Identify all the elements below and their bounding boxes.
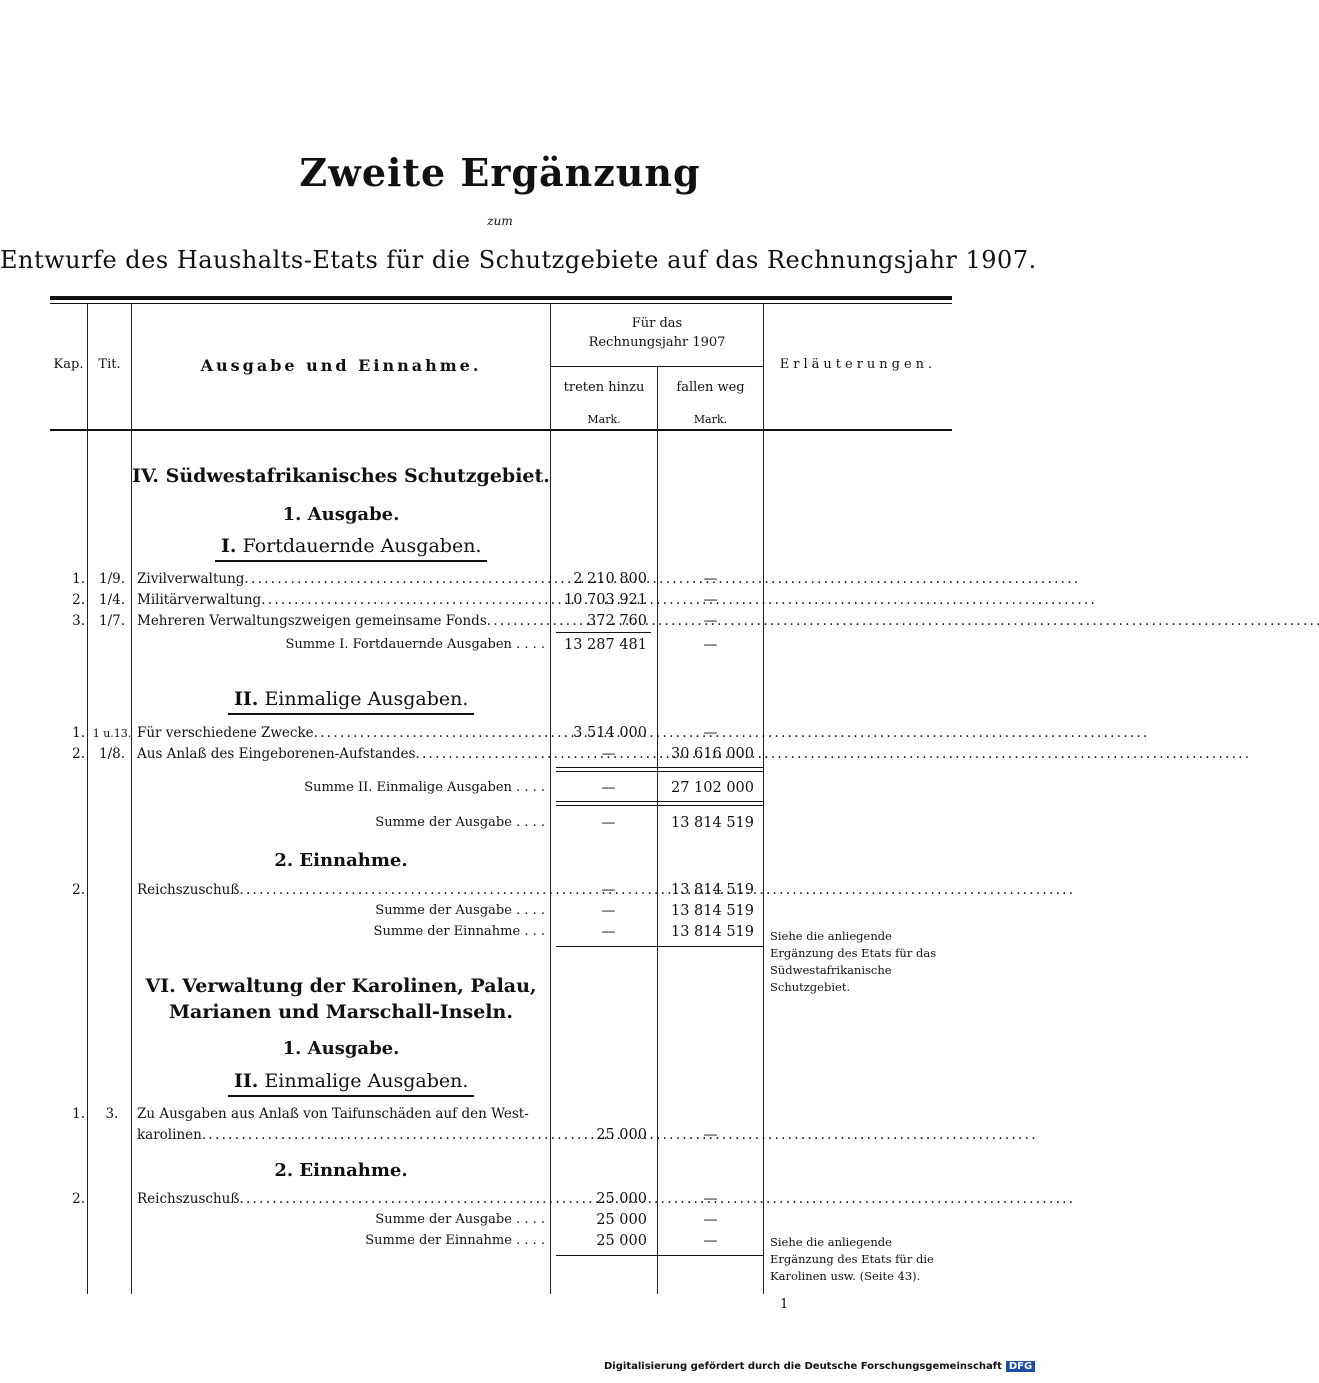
table-row [50, 882, 763, 902]
amount-hinzu: 25 000 [596, 1212, 647, 1228]
amount-weg: 13 814 519 [670, 924, 754, 940]
section-iv-note: Siehe die anliegende Ergänzung des Etats für das Südwestafrikanische Schutzgebiet. [770, 929, 937, 994]
section-vi-einnahme-heading: 2. Einnahme. [274, 1160, 408, 1181]
section-iv-ausgabe-heading: 1. Ausgabe. [282, 504, 400, 525]
amount-hinzu: 25 000 [596, 1233, 647, 1249]
double-rule [556, 767, 763, 772]
sum-rule [556, 632, 651, 633]
tit-cell: 1/8. [98, 746, 126, 762]
amount-hinzu: 3 514 000 [573, 725, 647, 741]
kap-cell: 1. [72, 725, 85, 741]
sum-row [50, 924, 763, 944]
item-label-line2: karolinen . . . [137, 1127, 545, 1143]
tit-cell: 1/4. [98, 592, 126, 608]
section-vi-ausgabe-heading: 1. Ausgabe. [282, 1038, 400, 1059]
amount-weg: — [703, 1127, 718, 1143]
header-tit: Tit. [98, 357, 121, 372]
header-fuer-das: Für das [631, 316, 683, 331]
dfg-logo-icon: DFG [1006, 1361, 1035, 1372]
amount-weg: 13 814 519 [670, 882, 754, 898]
tit-cell: 1/9. [98, 571, 126, 587]
tit-cell: 1/7. [98, 613, 126, 629]
header-rechnungsjahr: Rechnungsjahr 1907 [588, 335, 726, 350]
einm-numeral: II. [234, 1070, 259, 1092]
amount-weg: — [703, 1233, 718, 1249]
amount-hinzu: — [601, 924, 616, 940]
sum-row [50, 1233, 763, 1253]
item-label: Militärverwaltung . . . [137, 592, 545, 608]
amount-weg: 13 814 519 [670, 815, 754, 831]
table-row [50, 1191, 763, 1211]
tit-cell: 1 u.13. [92, 727, 132, 740]
amount-hinzu: — [601, 903, 616, 919]
section-iv-heading: IV. Südwestafrikanisches Schutzgebiet. [132, 465, 550, 487]
section-vi-heading-line1: VI. Verwaltung der Karolinen, Palau, [145, 975, 537, 997]
einm-label: Einmalige Ausgaben. [264, 1070, 469, 1092]
item-label: Für verschiedene Zwecke . . . [137, 725, 545, 741]
sum-label: Summe der Ausgabe . . . . [375, 903, 545, 918]
sum-label: Summe der Ausgabe . . . . [375, 815, 545, 830]
tit-cell: 3. [105, 1106, 119, 1122]
amount-weg: — [703, 571, 718, 587]
amount-hinzu: — [601, 815, 616, 831]
header-fallen-weg: fallen weg [676, 380, 745, 395]
sum-row [50, 815, 763, 835]
header-mark-hinzu: Mark. [587, 413, 621, 426]
section-vi-note: Siehe die anliegende Ergänzung des Etats für die Karolinen usw. (Seite 43). [770, 1235, 934, 1283]
item-label: Zivilverwaltung . . . [137, 571, 545, 587]
table-row [50, 746, 763, 766]
amount-hinzu: 13 287 481 [563, 637, 647, 653]
amount-weg: 27 102 000 [670, 780, 754, 796]
amount-hinzu: 25 000 [596, 1191, 647, 1207]
amount-weg: 30 616 000 [670, 746, 754, 762]
header-bottom-rule [50, 429, 952, 431]
amount-weg: — [703, 1212, 718, 1228]
table-row [50, 725, 763, 745]
table-row [50, 1106, 763, 1148]
footer-text: Digitalisierung gefördert durch die Deutsche Forschungsgemeinschaft [604, 1361, 1002, 1372]
fort-numeral: I. [221, 535, 237, 557]
amount-hinzu: 25 000 [596, 1127, 647, 1143]
section-vi-heading-line2: Marianen und Marschall-Inseln. [169, 1001, 513, 1023]
amount-hinzu: 2 210 800 [573, 571, 647, 587]
item-label: Reichszuschuß . . . [137, 1191, 545, 1207]
kap-cell: 1. [72, 571, 85, 587]
sum-rule [556, 946, 763, 947]
item-label-line1: Zu Ausgaben aus Anlaß von Taifunschäden auf den West- [137, 1106, 529, 1122]
amount-weg: 13 814 519 [670, 903, 754, 919]
amount-hinzu: 10 703 921 [563, 592, 647, 608]
sum-label: Summe II. Einmalige Ausgaben . . . . [304, 780, 545, 795]
section-iv-fort-heading [215, 535, 487, 557]
einm-numeral: II. [234, 688, 259, 710]
header-kap: Kap. [53, 357, 84, 372]
amount-hinzu: — [601, 780, 616, 796]
kap-cell: 2. [72, 882, 85, 898]
header-treten-hinzu: treten hinzu [563, 380, 645, 395]
sum-rule [556, 1255, 763, 1256]
item-label: Aus Anlaß des Eingeborenen-Aufstandes . . . [137, 746, 545, 762]
footer-credit [604, 1361, 1035, 1372]
header-subrule [551, 366, 763, 367]
kap-cell: 2. [72, 746, 85, 762]
table-row [50, 571, 763, 591]
section-iv-einm-heading [228, 688, 474, 710]
sum-row [50, 637, 763, 657]
table-top-rule [50, 296, 952, 300]
fort-label: Fortdauernde Ausgaben. [242, 535, 482, 557]
page-number: 1 [780, 1297, 789, 1312]
einm-label: Einmalige Ausgaben. [264, 688, 469, 710]
sum-label: Summe der Einnahme . . . . [365, 1233, 545, 1248]
kap-cell: 2. [72, 592, 85, 608]
amount-hinzu: 372 760 [587, 613, 647, 629]
section-iv-einnahme-heading: 2. Einnahme. [274, 850, 408, 871]
kap-cell: 3. [72, 613, 85, 629]
item-label: Mehreren Verwaltungszweigen gemeinsame Fonds . . . [137, 613, 545, 629]
kap-cell: 1. [72, 1106, 85, 1122]
header-ausgabe-einnahme: Ausgabe und Einnahme. [200, 356, 482, 375]
sum-label: Summe der Ausgabe . . . . [375, 1212, 545, 1227]
amount-weg: — [703, 592, 718, 608]
amount-hinzu: — [601, 882, 616, 898]
amount-weg: — [703, 613, 718, 629]
table-row [50, 613, 763, 633]
title-connector: zum [487, 214, 513, 228]
header-mark-weg: Mark. [693, 413, 728, 426]
document-title: Zweite Ergänzung [299, 150, 701, 195]
table-row [50, 592, 763, 612]
amount-weg: — [703, 725, 718, 741]
amount-hinzu: — [601, 746, 616, 762]
item-label: Reichszuschuß . . . [137, 882, 545, 898]
sum-label: Summe der Einnahme . . . [373, 924, 545, 939]
sum-row [50, 780, 763, 800]
document-subtitle: Entwurfe des Haushalts-Etats für die Schutzgebiete auf das Rechnungsjahr 1907. [0, 246, 1037, 274]
double-rule [556, 801, 763, 806]
sum-label: Summe I. Fortdauernde Ausgaben . . . . [285, 637, 545, 652]
column-divider-notes [763, 304, 764, 1294]
sum-row [50, 903, 763, 923]
kap-cell: 2. [72, 1191, 85, 1207]
header-erlaeuterungen: Erläuterungen. [779, 357, 937, 372]
sum-row [50, 1212, 763, 1232]
amount-weg: — [703, 1191, 718, 1207]
table-top-rule-thin [50, 303, 952, 304]
section-vi-einm-heading [228, 1070, 474, 1092]
amount-weg: — [703, 637, 718, 653]
